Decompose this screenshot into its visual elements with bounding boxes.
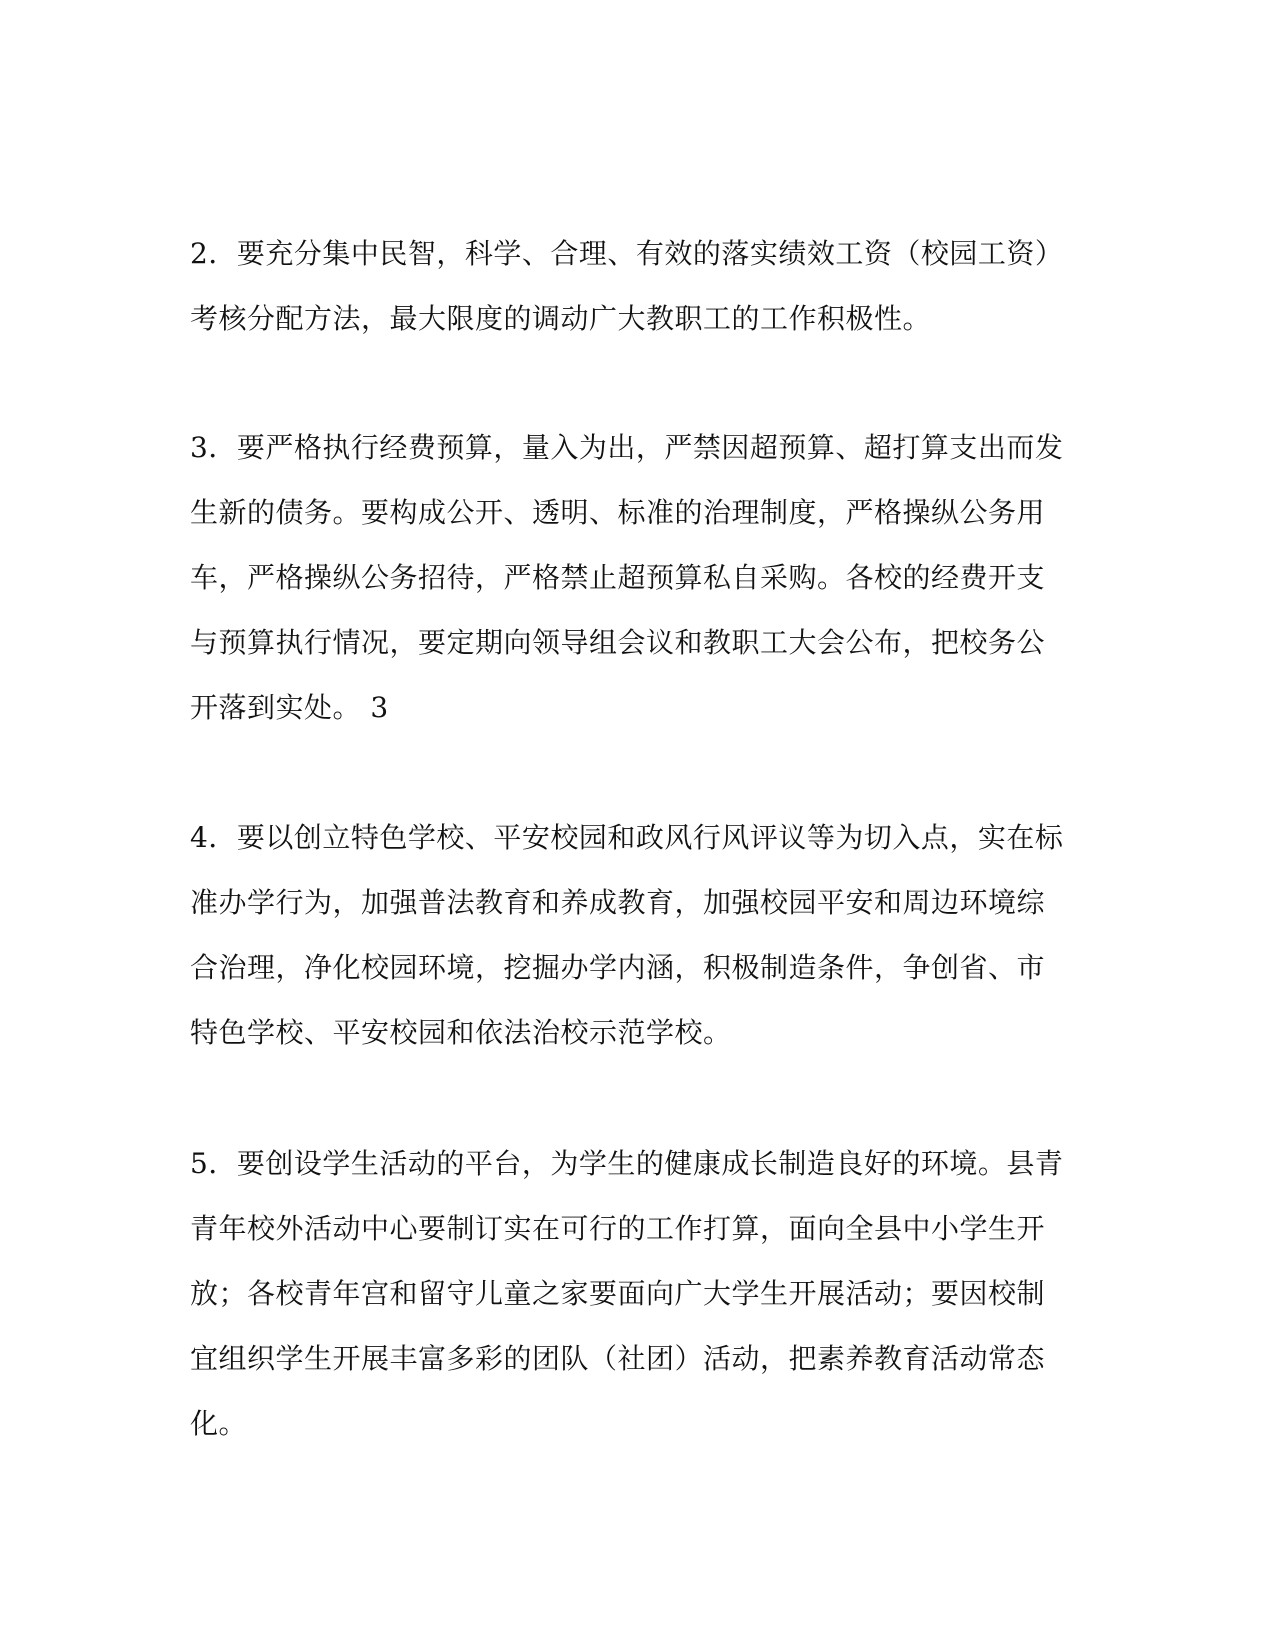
paragraph-line: 5．要创设学生活动的平台，为学生的健康成长制造良好的环境。县青	[190, 1147, 1064, 1180]
paragraph-line: 准办学行为，加强普法教育和养成教育，加强校园平安和周边环境综	[190, 886, 1046, 919]
paragraph-line: 与预算执行情况，要定期向领导组会议和教职工大会公布，把校务公	[190, 626, 1046, 659]
paragraph-line: 特色学校、平安校园和依法治校示范学校。	[190, 1016, 732, 1049]
paragraph-line: 放；各校青年宫和留守儿童之家要面向广大学生开展活动；要因校制	[190, 1277, 1046, 1310]
paragraph-item-2	[190, 221, 1090, 351]
paragraph-item-4	[190, 805, 1090, 1065]
paragraph-line: 考核分配方法，最大限度的调动广大教职工的工作积极性。	[190, 302, 932, 335]
paragraph-line: 3．要严格执行经费预算，量入为出，严禁因超预算、超打算支出而发	[190, 431, 1064, 464]
paragraph-line: 合治理，净化校园环境，挖掘办学内涵，积极制造条件，争创省、市	[190, 951, 1046, 984]
paragraph-line: 开落到实处。 3	[190, 691, 389, 724]
paragraph-line: 化。	[190, 1407, 248, 1440]
paragraph-line: 车，严格操纵公务招待，严格禁止超预算私自采购。各校的经费开支	[190, 561, 1046, 594]
paragraph-line: 4．要以创立特色学校、平安校园和政风行风评议等为切入点，实在标	[190, 821, 1064, 854]
paragraph-line: 生新的债务。要构成公开、透明、标准的治理制度，严格操纵公务用	[190, 496, 1046, 529]
paragraph-line: 青年校外活动中心要制订实在可行的工作打算，面向全县中小学生开	[190, 1212, 1046, 1245]
paragraph-line: 宜组织学生开展丰富多彩的团队（社团）活动，把素养教育活动常态	[190, 1342, 1046, 1375]
paragraph-item-3	[190, 415, 1090, 740]
paragraph-line: 2．要充分集中民智，科学、合理、有效的落实绩效工资（校园工资）	[190, 237, 1064, 270]
paragraph-item-5	[190, 1131, 1090, 1456]
